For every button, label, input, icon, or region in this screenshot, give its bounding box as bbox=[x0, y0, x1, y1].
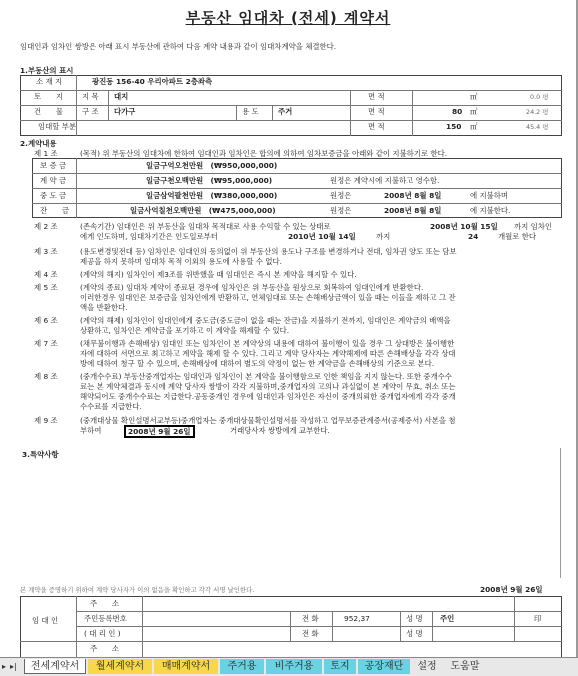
lessor-label: 임 대 인 bbox=[32, 616, 59, 625]
article-2-text: 에게 인도하며, 임대차기간은 인도일로부터 bbox=[80, 232, 218, 241]
tab-non-residential[interactable]: 비주거용 bbox=[266, 659, 322, 674]
intro-text: 임대인과 임차인 쌍방은 아래 표시 부동산에 관하여 다음 계약 내용과 같이 임대차계약을 체결한다. bbox=[20, 42, 337, 51]
lessor-name-value[interactable]: 주인 bbox=[440, 614, 455, 623]
agent-tel-label: 전 화 bbox=[302, 629, 319, 638]
article-7-label: 제 7 조 bbox=[34, 339, 58, 348]
jimok-label: 지 목 bbox=[82, 92, 99, 101]
article-8-text: 료는 본 계약체결과 동시에 계약 당사자 쌍방이 각각 지불하며,중개업자의 고의나 과실없이 본 계약이 무효, 취소 또는 bbox=[80, 382, 456, 391]
article-2-start-date[interactable]: 2008년 10월 15일 bbox=[430, 222, 498, 231]
jimok-value[interactable]: 대지 bbox=[114, 92, 129, 101]
article-6-text: 상환하고, 임차인은 계약금을 포기하고 이 계약을 해제할 수 있다. bbox=[80, 326, 290, 335]
article-7-text: (채무불이행과 손해배상) 임대인 또는 임차인이 본 계약상의 내용에 대하여 불이행이 있을 경우 그 상대방은 불이행한 bbox=[80, 339, 455, 348]
article-3-text: 제공을 하지 못하며 임대차 목적 이외의 용도에 사용할 수 없다. bbox=[80, 257, 282, 266]
document-title: 부동산 임대차 (전세) 계약서 bbox=[185, 9, 391, 27]
article-5-text: 액을 반환한다. bbox=[80, 303, 128, 312]
location-label: 소 재 지 bbox=[36, 77, 63, 86]
article-2-months[interactable]: 24 bbox=[468, 232, 479, 241]
article-3-label: 제 3 조 bbox=[34, 247, 58, 256]
lessor-name-label: 성 명 bbox=[406, 614, 423, 623]
lessor-address-label: 주 소 bbox=[90, 599, 120, 608]
article-4-text: (계약의 해지) 임차인이 제3조를 위반했을 때 임대인은 즉시 본 계약을 해지할 수 있다. bbox=[80, 270, 357, 279]
lessor-tel-value[interactable]: 952,37 bbox=[344, 614, 370, 623]
use-label: 용 도 bbox=[242, 107, 259, 116]
article-2-text: (존속기간) 임대인은 위 부동산을 임대차 목적대로 사용 수익할 수 있는 상태로 bbox=[80, 222, 331, 231]
tab-help[interactable]: 도움말 bbox=[450, 661, 480, 672]
section-special-terms-heading: 3.특약사항 bbox=[22, 450, 59, 459]
seal-mark: 印 bbox=[534, 614, 542, 623]
article-8-label: 제 8 조 bbox=[34, 372, 58, 381]
article-4-label: 제 4 조 bbox=[34, 270, 58, 279]
article-3-text: (용도변경및전대 등) 임차인은 임대인의 동의없이 위 부동산의 용도나 구조를 변경하거나 전대, 임차권 양도 또는 담보 bbox=[80, 247, 457, 256]
building-label: 건 물 bbox=[34, 107, 64, 116]
article-8-text: 수수료를 지급한다. bbox=[80, 402, 142, 411]
article-2-label: 제 2 조 bbox=[34, 222, 58, 231]
article-2-end-date[interactable]: 2010년 10월 14일 bbox=[288, 232, 356, 241]
article-2-text: 까지 bbox=[376, 232, 391, 241]
special-terms-area-border bbox=[560, 448, 561, 578]
tab-monthly-rent-contract[interactable]: 월세계약서 bbox=[88, 659, 152, 674]
agent-address-label: 주 소 bbox=[90, 644, 120, 653]
article-6-text: (계약의 해제) 임차인이 임대인에게 중도금(중도금이 없을 때는 잔금)을 지불하기 전까지, 임대인은 계약금의 배액을 bbox=[80, 316, 451, 325]
deposit-value[interactable]: 일금구억오천만원 (₩950,000,000) bbox=[146, 161, 278, 170]
down-payment-label: 계 약 금 bbox=[40, 176, 67, 185]
first-sheet-arrow-icon[interactable]: ▸ bbox=[2, 662, 7, 671]
down-payment-value[interactable]: 일금구천오백만원 (₩95,000,000) bbox=[146, 176, 273, 185]
building-area-unit: ㎡ bbox=[470, 107, 478, 116]
middle-payment-date[interactable]: 2008년 8월 8일 bbox=[384, 191, 442, 200]
middle-payment-note2: 에 지불하며 bbox=[470, 191, 509, 200]
article-9-label: 제 9 조 bbox=[34, 416, 58, 425]
middle-payment-label: 중 도 금 bbox=[40, 191, 67, 200]
land-area-unit: ㎡ bbox=[470, 92, 478, 101]
deposit-label: 보 증 금 bbox=[40, 161, 67, 170]
lease-area-label: 면 적 bbox=[368, 122, 385, 131]
article-1-text: (목적) 위 부동산의 임대차에 한하여 임대인과 임차인은 합의에 의하여 임차보증금을 아래와 같이 지불하기로 한다. bbox=[80, 149, 448, 158]
article-9-text: 부하여 bbox=[80, 426, 102, 435]
agent-label: ( 대 리 인 ) bbox=[84, 629, 121, 638]
balance-note2: 에 지불한다. bbox=[470, 206, 511, 215]
down-payment-note: 원정은 계약시에 지불하고 영수함. bbox=[330, 176, 440, 185]
article-5-text: 이러한경우 임대인은 보증금을 임차인에게 반환하고, 연체임대료 또는 손해배상금액이 있을 때는 이들을 제하고 그 잔 bbox=[80, 293, 456, 302]
land-area-pyeong: 0.0 평 bbox=[530, 93, 549, 101]
tab-residential[interactable]: 주거용 bbox=[220, 659, 264, 674]
location-value[interactable]: 광진동 156-40 우리아파트 2층좌측 bbox=[92, 77, 213, 86]
article-1-label: 제 1 조 bbox=[34, 149, 58, 158]
signing-statement: 본 계약을 증명하기 위하여 계약 당사자가 이의 없음을 확인하고 각각 서명 날인한다. bbox=[20, 586, 255, 594]
article-5-label: 제 5 조 bbox=[34, 283, 58, 292]
balance-label: 잔 금 bbox=[40, 206, 70, 215]
balance-date[interactable]: 2008년 8월 8일 bbox=[384, 206, 442, 215]
middle-payment-note: 원정은 bbox=[330, 191, 352, 200]
article-9-date-cell[interactable]: 2008년 9월 26일 bbox=[124, 425, 195, 438]
article-6-label: 제 6 조 bbox=[34, 316, 58, 325]
article-7-text: 자에 대하여 서면으로 최고하고 계약을 해제 할 수 있다. 그리고 계약 당사자는 계약해제에 따른 손해배상을 각각 상대 bbox=[80, 349, 456, 358]
section-property-heading: 1.부동산의 표시 bbox=[20, 66, 74, 75]
lessor-tel-label: 전 화 bbox=[302, 614, 319, 623]
tab-jeonse-contract[interactable]: 전세계약서 bbox=[24, 659, 86, 674]
lease-part-label: 임대할 부분 bbox=[38, 122, 77, 131]
structure-label: 구 조 bbox=[82, 107, 99, 116]
use-value[interactable]: 주거 bbox=[278, 107, 293, 116]
article-8-text: (중개수수료) 부동산중개업자는 임대인과 임차인이 본 계약을 불이행함으로 인한 책임을 지지 않는다. 또한 중개수수 bbox=[80, 372, 452, 381]
tab-factory-foundation[interactable]: 공장재단 bbox=[358, 659, 410, 674]
article-9-text: (중개대상물 확인설명서교부등)중개업자는 중개대상물확인설명서를 작성하고 업무보증관계증서(공제증서) 사본을 첨 bbox=[80, 416, 456, 425]
land-label: 토 지 bbox=[34, 92, 64, 101]
building-area-label: 면 적 bbox=[368, 107, 385, 116]
article-8-text: 해약되어도 중개수수료는 지급한다.공동중개인 경우에 임대인과 임차인은 자신이 중개의뢰한 중개업자에게 각각 중개 bbox=[80, 392, 456, 401]
agent-name-label: 성 명 bbox=[406, 629, 423, 638]
article-9-date-tail: 거래당사자 쌍방에게 교부한다. bbox=[230, 426, 330, 435]
article-2-date-tail: 까지 임차인 bbox=[514, 222, 553, 231]
structure-value[interactable]: 다가구 bbox=[114, 107, 136, 116]
lease-area-unit: ㎡ bbox=[470, 122, 478, 131]
lease-area-value[interactable]: 150 bbox=[446, 122, 462, 131]
article-7-text: 방에 대하여 청구 할 수 있으며, 손해배상에 대하여 별도의 약정이 없는 한 계약금을 손해배상의 기준으로 본다. bbox=[80, 359, 435, 368]
lease-area-pyeong: 45.4 평 bbox=[526, 123, 549, 131]
land-area-label: 면 적 bbox=[368, 92, 385, 101]
building-area-pyeong: 24.2 평 bbox=[526, 108, 549, 116]
sheet-tab-bar bbox=[0, 657, 578, 676]
next-sheet-arrow-icon[interactable]: ▸| bbox=[10, 662, 17, 671]
building-area-value[interactable]: 80 bbox=[452, 107, 463, 116]
tab-land[interactable]: 토지 bbox=[324, 659, 356, 674]
lessor-id-label: 주민등록번호 bbox=[84, 614, 127, 623]
article-2-text: 개월로 한다 bbox=[498, 232, 537, 241]
article-5-text: (계약의 종료) 임대차 계약이 종료된 경우에 임차인은 위 부동산을 원상으로 회복하여 임대인에게 반환한다. bbox=[80, 283, 424, 292]
balance-value[interactable]: 일금사억칠천오백만원 (₩475,000,000) bbox=[130, 206, 276, 215]
tab-sale-contract[interactable]: 매매계약서 bbox=[154, 659, 218, 674]
middle-payment-value[interactable]: 일금삼억팔천만원 (₩380,000,000) bbox=[146, 191, 278, 200]
signing-date[interactable]: 2008년 9월 26일 bbox=[480, 585, 543, 594]
balance-note: 원정은 bbox=[330, 206, 352, 215]
section-contract-heading: 2.계약내용 bbox=[20, 139, 57, 148]
tab-settings[interactable]: 설정 bbox=[417, 661, 437, 672]
